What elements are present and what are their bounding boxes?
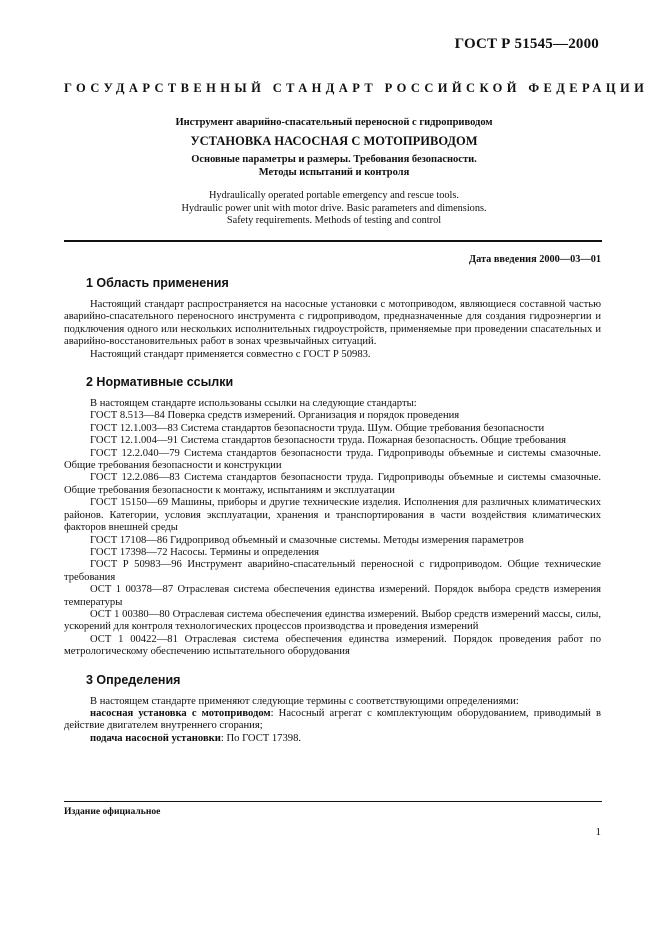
title-subtitle: Инструмент аварийно-спасательный переносной с гидроприводом [175, 117, 493, 128]
reference-item: ГОСТ 8.513—84 Поверка средств измерений. Организация и порядок проведения [90, 410, 460, 422]
section-heading: 3 Определения [86, 672, 181, 687]
definition-item [64, 733, 601, 745]
reference-item: ГОСТ 12.2.040—79 Система стандартов безопасности труда. Гидроприводы объемные и системы смазочные. Общие требования безопасности и конструкции [64, 447, 601, 472]
reference-item: ОСТ 1 00422—81 Отраслевая система обеспечения единства измерений. Порядок проведения работ по метрологическому обеспечению испытательного оборудования [64, 633, 601, 658]
english-title-line3: Safety requirements. Methods of testing and control [226, 215, 442, 226]
footer-divider [64, 801, 602, 802]
section-normative-references [64, 375, 601, 659]
section-scope [64, 276, 601, 361]
definition-term: насосная установка с мотоприводом [90, 707, 271, 719]
section-heading: 1 Область применения [86, 276, 229, 290]
title-desc-line1: Основные параметры и размеры. Требования безопасности. [191, 154, 477, 165]
page-number: 1 [595, 826, 601, 838]
definition-text: : Насосный агрегат с комплектующим оборудованием, приводимый в действие двигателем внутреннего сгорания; [64, 707, 602, 732]
english-title-line1: Hydraulically operated portable emergency and rescue tools. [209, 190, 459, 201]
standard-number: ГОСТ Р 51545—2000 [454, 36, 599, 52]
reference-item: ОСТ 1 00380—80 Отраслевая система обеспечения единства измерений. Выбор средств измерений массы, силы, ускорений для контроля технологических процессов производства и проведения измерений [64, 608, 601, 633]
paragraph: В настоящем стандарте применяют следующие термины с соответствующими определениями: [90, 695, 519, 707]
section-heading: 2 Нормативные ссылки [86, 375, 234, 390]
state-standard-banner: ГОСУДАРСТВЕННЫЙ СТАНДАРТ РОССИЙСКОЙ ФЕДЕРАЦИИ [64, 81, 649, 95]
reference-item: ГОСТ 17398—72 Насосы. Термины и определения [90, 546, 320, 558]
reference-item: ГОСТ 15150—69 Машины, приборы и другие технические изделия. Исполнения для различных климатических районов. Категории, условия эксплуатации, хранения и транспортирования в части воздействия климатических факторов внешней среды [64, 497, 601, 534]
official-edition-label: Издание официальное [64, 806, 161, 817]
title-main: УСТАНОВКА НАСОСНАЯ С МОТОПРИВОДОМ [190, 134, 478, 148]
reference-item: ОСТ 1 00378—87 Отраслевая система обеспечения единства измерений. Порядок выбора средств измерения температуры [64, 584, 601, 608]
english-title-line2: Hydraulic power unit with motor drive. Basic parameters and dimensions. [181, 202, 487, 214]
paragraph: Настоящий стандарт распространяется на насосные установки с мотоприводом, являющиеся составной частью аварийно-спасательного переносного инструмента с гидроприводом, предназначенные для создания гидроэнергии и подключения одного или нескольких исполнительных гидроустройств, применяемые при проведении спасательных и аварийно-восстановительных работ в зонах чрезвычайных ситуаций. [64, 299, 601, 348]
definition-term: подача насосной установки [90, 732, 221, 744]
reference-item: ГОСТ 17108—86 Гидропривод объемный и смазочные системы. Методы измерения параметров [90, 534, 524, 546]
reference-item: ГОСТ 12.1.003—83 Система стандартов безопасности труда. Шум. Общие требования безопасности [90, 422, 545, 434]
definition-text: : По ГОСТ 17398. [220, 732, 302, 744]
reference-item: ГОСТ Р 50983—96 Инструмент аварийно-спасательный переносной с гидроприводом. Общие технические требования [64, 559, 601, 583]
introduction-date: Дата введения 2000—03—01 [469, 254, 601, 265]
paragraph: В настоящем стандарте использованы ссылки на следующие стандарты: [90, 398, 417, 410]
section-definitions [64, 673, 601, 746]
paragraph: Настоящий стандарт применяется совместно с ГОСТ Р 50983. [90, 348, 371, 360]
document-body [64, 276, 601, 759]
title-desc-line2: Методы испытаний и контроля [258, 167, 410, 178]
english-title [64, 190, 604, 228]
reference-item: ГОСТ 12.1.004—91 Система стандартов безопасности труда. Пожарная безопасность. Общие требования [90, 435, 566, 447]
title-block [64, 116, 604, 179]
reference-item: ГОСТ 12.2.086—83 Система стандартов безопасности труда. Гидроприводы объемные и системы смазочные. Общие требования безопасности к монтажу, испытаниям и эксплуатации [64, 472, 601, 496]
definition-item [64, 708, 601, 733]
header-divider [64, 240, 602, 242]
